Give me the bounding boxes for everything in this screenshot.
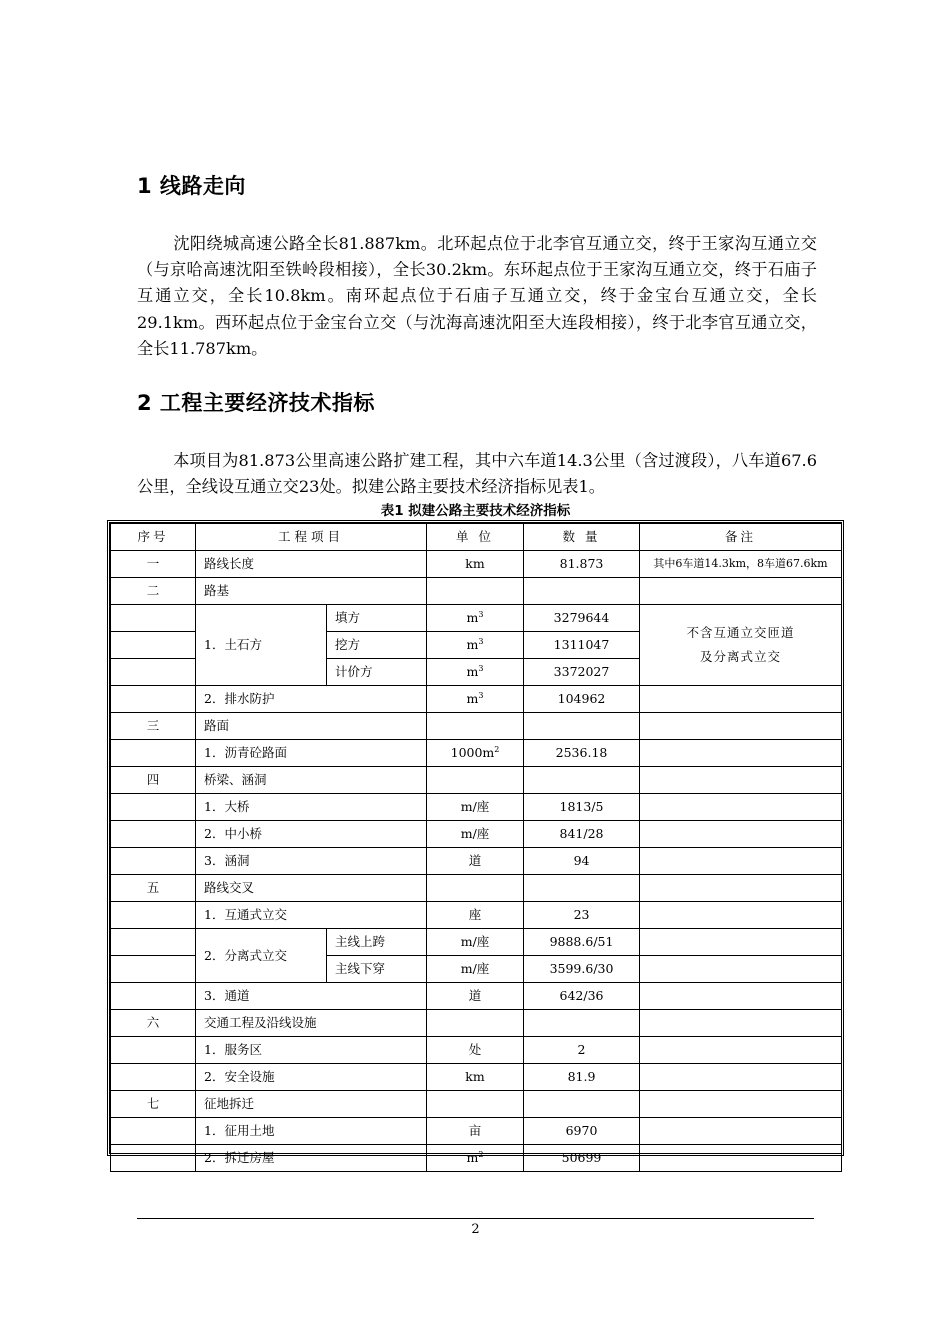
cell-seq: 一: [111, 551, 196, 578]
cell-item: 1．互通式立交: [196, 902, 427, 929]
cell-unit: [427, 767, 524, 794]
cell-remark: [640, 875, 842, 902]
header-qty: 数 量: [524, 524, 640, 551]
cell-remark: [640, 983, 842, 1010]
cell-remark: [640, 929, 842, 956]
cell-unit: $1000m^2$: [427, 740, 524, 767]
table-row: [111, 1091, 842, 1118]
cell-seq: [111, 848, 196, 875]
section-2-paragraph: [137, 448, 817, 500]
section-1-heading: 1 线路走向: [137, 174, 246, 198]
cell-item: 2．中小桥: [196, 821, 427, 848]
table-row: [111, 713, 842, 740]
table-row: [111, 902, 842, 929]
cell-qty: 3599.6/30: [524, 956, 640, 983]
cell-qty: 2536.18: [524, 740, 640, 767]
cell-item: 3．涵洞: [196, 848, 427, 875]
cell-item: 路线长度: [196, 551, 427, 578]
cell-qty: 1813/5: [524, 794, 640, 821]
table-row: [111, 983, 842, 1010]
table-caption: 表1 拟建公路主要技术经济指标: [380, 503, 571, 519]
cell-unit: $m^3$: [427, 632, 524, 659]
table-row: [111, 740, 842, 767]
cell-seq: [111, 1037, 196, 1064]
cell-remark: [640, 740, 842, 767]
footer-divider: [137, 1218, 814, 1219]
cell-qty: 50699: [524, 1145, 640, 1172]
cell-subitem: 计价方: [327, 659, 427, 686]
table-row: [111, 1010, 842, 1037]
cell-qty: 3279644: [524, 605, 640, 632]
cell-seq: [111, 605, 196, 632]
table-header-row: [111, 524, 842, 551]
cell-qty: [524, 875, 640, 902]
table-row: [111, 686, 842, 713]
cell-seq: 五: [111, 875, 196, 902]
cell-unit: [427, 1091, 524, 1118]
cell-unit: $m^3$: [427, 605, 524, 632]
table-row: [111, 848, 842, 875]
cell-seq: [111, 983, 196, 1010]
cell-item: 路面: [196, 713, 427, 740]
cell-item: 1．沥青砼路面: [196, 740, 427, 767]
cell-seq: [111, 632, 196, 659]
cell-unit: 道: [427, 848, 524, 875]
cell-remark: [640, 794, 842, 821]
cell-qty: 104962: [524, 686, 640, 713]
cell-seq: [111, 821, 196, 848]
cell-unit: [427, 875, 524, 902]
page-number: 2: [471, 1222, 480, 1237]
cell-remark: [640, 1064, 842, 1091]
cell-remark: 其中6车道14.3km，8车道67.6km: [640, 551, 842, 578]
cell-unit: $m^3$: [427, 659, 524, 686]
cell-remark: [640, 1145, 842, 1172]
cell-seq: [111, 659, 196, 686]
cell-unit: m/座: [427, 821, 524, 848]
cell-item: 1．大桥: [196, 794, 427, 821]
table-row: [111, 767, 842, 794]
cell-qty: 3372027: [524, 659, 640, 686]
cell-item: 1．征用土地: [196, 1118, 427, 1145]
cell-remark: [640, 713, 842, 740]
table-row: [111, 929, 842, 956]
cell-subitem: 挖方: [327, 632, 427, 659]
header-item: 工程项目: [196, 524, 427, 551]
cell-qty: 6970: [524, 1118, 640, 1145]
cell-unit: km: [427, 1064, 524, 1091]
cell-item: 桥梁、涵洞: [196, 767, 427, 794]
cell-remark: [640, 578, 842, 605]
cell-qty: [524, 767, 640, 794]
cell-unit: [427, 578, 524, 605]
cell-unit: 处: [427, 1037, 524, 1064]
cell-unit: [427, 1010, 524, 1037]
cell-remark: [640, 686, 842, 713]
table-row: [111, 875, 842, 902]
cell-seq: [111, 686, 196, 713]
cell-subitem: 主线下穿: [327, 956, 427, 983]
cell-unit: m/座: [427, 929, 524, 956]
cell-qty: 9888.6/51: [524, 929, 640, 956]
header-unit: 单 位: [427, 524, 524, 551]
section-2-text: 本项目为81.873公里高速公路扩建工程，其中六车道14.3公里（含过渡段），八车道67.6公里，全线设互通立交23处。拟建公路主要技术经济指标见表1。: [137, 451, 817, 497]
cell-remark: [640, 1118, 842, 1145]
cell-seq: [111, 794, 196, 821]
section-1-paragraph: [137, 231, 817, 362]
cell-item: 2．安全设施: [196, 1064, 427, 1091]
indicator-table: [107, 520, 844, 1165]
table-row: [111, 605, 842, 632]
table-row: [111, 821, 842, 848]
cell-qty: 2: [524, 1037, 640, 1064]
table-row: [111, 578, 842, 605]
cell-seq: 四: [111, 767, 196, 794]
table-row: [111, 1037, 842, 1064]
table-row: [111, 1145, 842, 1172]
cell-qty: [524, 1010, 640, 1037]
cell-seq: [111, 740, 196, 767]
cell-qty: 642/36: [524, 983, 640, 1010]
cell-unit: $m^3$: [427, 686, 524, 713]
cell-qty: 81.9: [524, 1064, 640, 1091]
cell-item: 2．排水防护: [196, 686, 427, 713]
table-row: [111, 1118, 842, 1145]
cell-seq: 三: [111, 713, 196, 740]
cell-remark: [640, 902, 842, 929]
header-seq: 序号: [111, 524, 196, 551]
cell-subitem: 填方: [327, 605, 427, 632]
cell-qty: 23: [524, 902, 640, 929]
cell-unit: [427, 713, 524, 740]
cell-seq: [111, 956, 196, 983]
cell-unit: m/座: [427, 794, 524, 821]
cell-qty: 94: [524, 848, 640, 875]
cell-seq: 七: [111, 1091, 196, 1118]
cell-unit: 道: [427, 983, 524, 1010]
cell-unit: m/座: [427, 956, 524, 983]
cell-qty: 81.873: [524, 551, 640, 578]
cell-qty: [524, 578, 640, 605]
cell-remark: [640, 1010, 842, 1037]
cell-item: 征地拆迁: [196, 1091, 427, 1118]
cell-remark: [640, 1037, 842, 1064]
cell-remark: [640, 848, 842, 875]
cell-seq: 二: [111, 578, 196, 605]
cell-qty: [524, 1091, 640, 1118]
cell-item: 1．服务区: [196, 1037, 427, 1064]
table-row: [111, 1064, 842, 1091]
cell-remark: [640, 1091, 842, 1118]
cell-unit: 座: [427, 902, 524, 929]
cell-seq: [111, 1118, 196, 1145]
cell-qty: 1311047: [524, 632, 640, 659]
header-remark: 备注: [640, 524, 842, 551]
table-row: [111, 794, 842, 821]
cell-seq: 六: [111, 1010, 196, 1037]
section-2-heading: 2 工程主要经济技术指标: [137, 391, 375, 415]
table-row: [111, 551, 842, 578]
section-1-text: 沈阳绕城高速公路全长81.887km。北环起点位于北李官互通立交，终于王家沟互通立交（与京哈高速沈阳至铁岭段相接），全长30.2km。东环起点位于王家沟互通立交，终于石庙子互通立交，全长10.8km。南环起点位于石庙子互通立交，终于金宝台互通立交，全长29.1km。西环起点位于金宝台立交（与沈海高速沈阳至大连段相接），终于北李官互通立交，全长11.787km。: [137, 234, 817, 358]
cell-unit: km: [427, 551, 524, 578]
cell-qty: [524, 713, 640, 740]
cell-remark: 不含互通立交匝道 及分离式立交: [640, 605, 842, 686]
cell-remark: [640, 956, 842, 983]
cell-unit: 亩: [427, 1118, 524, 1145]
cell-seq: [111, 1145, 196, 1172]
cell-seq: [111, 902, 196, 929]
cell-qty: 841/28: [524, 821, 640, 848]
cell-remark: [640, 821, 842, 848]
cell-item: 交通工程及沿线设施: [196, 1010, 427, 1037]
cell-item: 3．通道: [196, 983, 427, 1010]
cell-remark: [640, 767, 842, 794]
cell-item: 1．土石方: [196, 605, 327, 686]
cell-unit: $m^2$: [427, 1145, 524, 1172]
cell-item: 路线交叉: [196, 875, 427, 902]
cell-item: 路基: [196, 578, 427, 605]
cell-subitem: 主线上跨: [327, 929, 427, 956]
cell-seq: [111, 929, 196, 956]
cell-item: 2．拆迁房屋: [196, 1145, 427, 1172]
cell-item: 2．分离式立交: [196, 929, 327, 983]
cell-seq: [111, 1064, 196, 1091]
